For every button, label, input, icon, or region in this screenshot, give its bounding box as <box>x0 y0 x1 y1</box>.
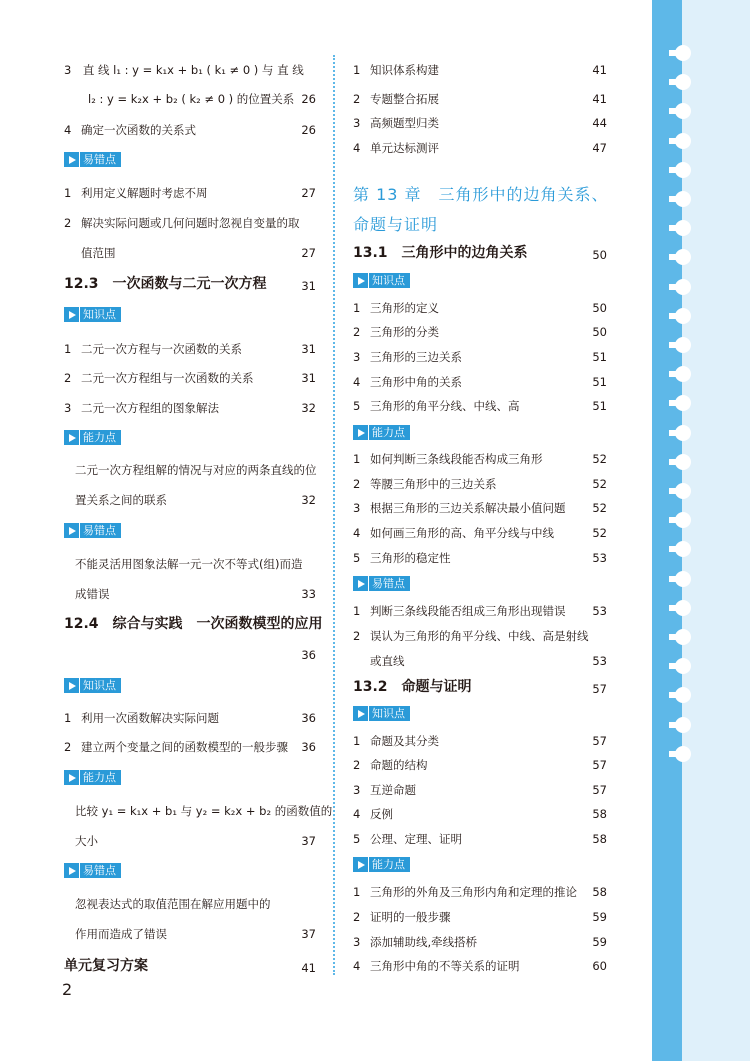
play-icon <box>64 678 79 693</box>
play-icon <box>64 770 79 785</box>
page-number: 36 <box>301 740 316 754</box>
page-number: 27 <box>301 186 316 200</box>
play-icon <box>64 430 79 445</box>
page-number: 50 <box>592 248 607 262</box>
page-number: 51 <box>592 399 607 413</box>
unit-review-section[interactable]: 单元复习方案 41 <box>64 958 316 975</box>
binding-hole <box>675 133 691 149</box>
binding-hole <box>675 279 691 295</box>
page-number: 27 <box>301 246 316 260</box>
binding-hole <box>675 454 691 470</box>
page-number: 33 <box>301 587 316 601</box>
page-number: 44 <box>592 116 607 130</box>
page-number: 52 <box>592 452 607 466</box>
page-number: 41 <box>592 92 607 106</box>
page-number: 53 <box>592 551 607 565</box>
page-number: 31 <box>301 279 316 293</box>
page-number: 59 <box>592 910 607 924</box>
ability-tag: 能力点 <box>353 857 410 872</box>
page-number: 58 <box>592 832 607 846</box>
binding-hole <box>675 45 691 61</box>
page-number: 26 <box>301 92 316 106</box>
page-number: 59 <box>592 935 607 949</box>
page-number: 58 <box>592 885 607 899</box>
binding-hole <box>675 600 691 616</box>
page-number: 60 <box>592 959 607 973</box>
binding-hole <box>675 629 691 645</box>
chapter-title[interactable]: 第 13 章 三角形中的边角关系、 <box>353 185 609 204</box>
error-tag: 易错点 <box>64 523 121 538</box>
binding-hole <box>675 191 691 207</box>
page-number: 36 <box>301 711 316 725</box>
error-tag: 易错点 <box>64 152 121 167</box>
binding-hole <box>675 425 691 441</box>
knowledge-tag: 知识点 <box>353 706 410 721</box>
page-number: 57 <box>592 734 607 748</box>
page-number: 57 <box>592 783 607 797</box>
binding-hole <box>675 717 691 733</box>
section-12-4[interactable]: 12.4 综合与实践 一次函数模型的应用 <box>64 616 323 632</box>
knowledge-tag: 知识点 <box>353 273 410 288</box>
page-number: 36 <box>301 648 316 662</box>
page-number: 51 <box>592 350 607 364</box>
page-number: 58 <box>592 807 607 821</box>
play-icon <box>64 152 79 167</box>
play-icon <box>64 307 79 322</box>
side-strip <box>652 0 682 1061</box>
page-number: 52 <box>592 501 607 515</box>
page-number: 52 <box>592 477 607 491</box>
page-number: 53 <box>592 654 607 668</box>
page-number: 57 <box>592 758 607 772</box>
page-number: 52 <box>592 526 607 540</box>
page-number: 37 <box>301 927 316 941</box>
play-icon <box>353 425 368 440</box>
binding-hole <box>675 308 691 324</box>
page-number: 41 <box>301 961 316 975</box>
play-icon <box>64 523 79 538</box>
page-number: 51 <box>592 375 607 389</box>
section-13-1[interactable]: 13.1 三角形中的边角关系 50 <box>353 245 607 262</box>
folio-page-number: 2 <box>62 980 73 999</box>
ability-tag: 能力点 <box>353 425 410 440</box>
page-number: 26 <box>301 123 316 137</box>
page-number: 37 <box>301 834 316 848</box>
page-number: 32 <box>301 401 316 415</box>
section-12-3[interactable]: 12.3 一次函数与二元一次方程 31 <box>64 276 316 293</box>
binding-hole <box>675 162 691 178</box>
binding-hole <box>675 337 691 353</box>
page-number: 32 <box>301 493 316 507</box>
error-tag: 易错点 <box>64 863 121 878</box>
section-13-2[interactable]: 13.2 命题与证明 57 <box>353 679 607 696</box>
error-tag: 易错点 <box>353 576 410 591</box>
knowledge-tag: 知识点 <box>64 678 121 693</box>
page-number: 53 <box>592 604 607 618</box>
play-icon <box>353 706 368 721</box>
play-icon <box>353 857 368 872</box>
chapter-title-line2[interactable]: 命题与证明 <box>353 215 439 234</box>
page-number: 50 <box>592 325 607 339</box>
ability-tag: 能力点 <box>64 430 121 445</box>
page-number: 31 <box>301 371 316 385</box>
page-number: 47 <box>592 141 607 155</box>
toc-page: 3 直 线 l₁ : y = k₁x + b₁ ( k₁ ≠ 0 ) 与 直 线 l₂ : y = k₂x + b₂ ( k₂ ≠ 0 ) 的位置关系 26 4 确定一次函数的关系式 26 易错点 1 利用定义解题时考虑不周 27 2 解决实际问题或几何问题时忽视自变量的取 值范围 27 12.3 一次函数与二元一次方程 31 知识点 1 二元一次方程与一次函数的关系 31 2 二元一次方程组与一次函数的关系 31 3 二元一次方程组的图象解法 32 能力点 二元一次方程组解的情况与对应的两条直线的位 置关系之间的联系 32 易错点 不能灵活用图象法解一元一次不等式(组)而造 成错误 33 12.4 综合与实践 一次函数模型的应用 36 知识点 1 利用一次函数解决实际问题 36 2 建立两个变量之间的函数模型的一般步骤 36 能力点 比较 y₁ = k₁x + b₁ 与 y₂ = k₂x + b₂ 的函数值的 大小 37 易错点 忽视表达式的取值范围在解应用题中的 作用而造成了错误 37 单元复习方案 41 2 1 知识体系构建 41 2 专题整合拓展 41 3 高频题型归类 44 4 单元达标测评 47 第 13 章 三角形中的边角关系、 命题与证明 13.1 三角形中的边角关系 50 知识点 1 三角形的定义 50 2 三角形的分类 50 3 三角形的三边关系 51 4 三角形中角的关系 51 5 三角形的角平分线、中线、高 51 能力点 1 如何判断三条线段能否构成三角形 52 2 等腰三角形中的三边关系 52 3 根据三角形的三边关系解决最小值问题 52 4 如何画三角形的高、角平分线与中线 52 5 三角形的稳定性 53 易错点 1 判断三条线段能否组成三角形出现错误 53 2 误认为三角形的角平分线、中线、高是射线 或直线 53 13.2 命题与证明 57 知识点 1 命题及其分类 57 2 命题的结构 57 3 互逆命题 57 4 反例 58 5 公理、定理、证明 58 能力点 1 三角形的外角及三角形内角和定理的推论 58 2 证明的一般步骤 59 3 添加辅助线,牵线搭桥 59 4 三角形中角的不等关系的证明 60 <box>0 0 750 1061</box>
page-number: 31 <box>301 342 316 356</box>
binding-hole <box>675 571 691 587</box>
page-number: 57 <box>592 682 607 696</box>
page-number: 50 <box>592 301 607 315</box>
binding-hole <box>675 746 691 762</box>
play-icon <box>353 273 368 288</box>
page-number: 41 <box>592 63 607 77</box>
knowledge-tag: 知识点 <box>64 307 121 322</box>
ability-tag: 能力点 <box>64 770 121 785</box>
play-icon <box>64 863 79 878</box>
play-icon <box>353 576 368 591</box>
column-divider <box>333 55 335 975</box>
binding-hole <box>675 483 691 499</box>
